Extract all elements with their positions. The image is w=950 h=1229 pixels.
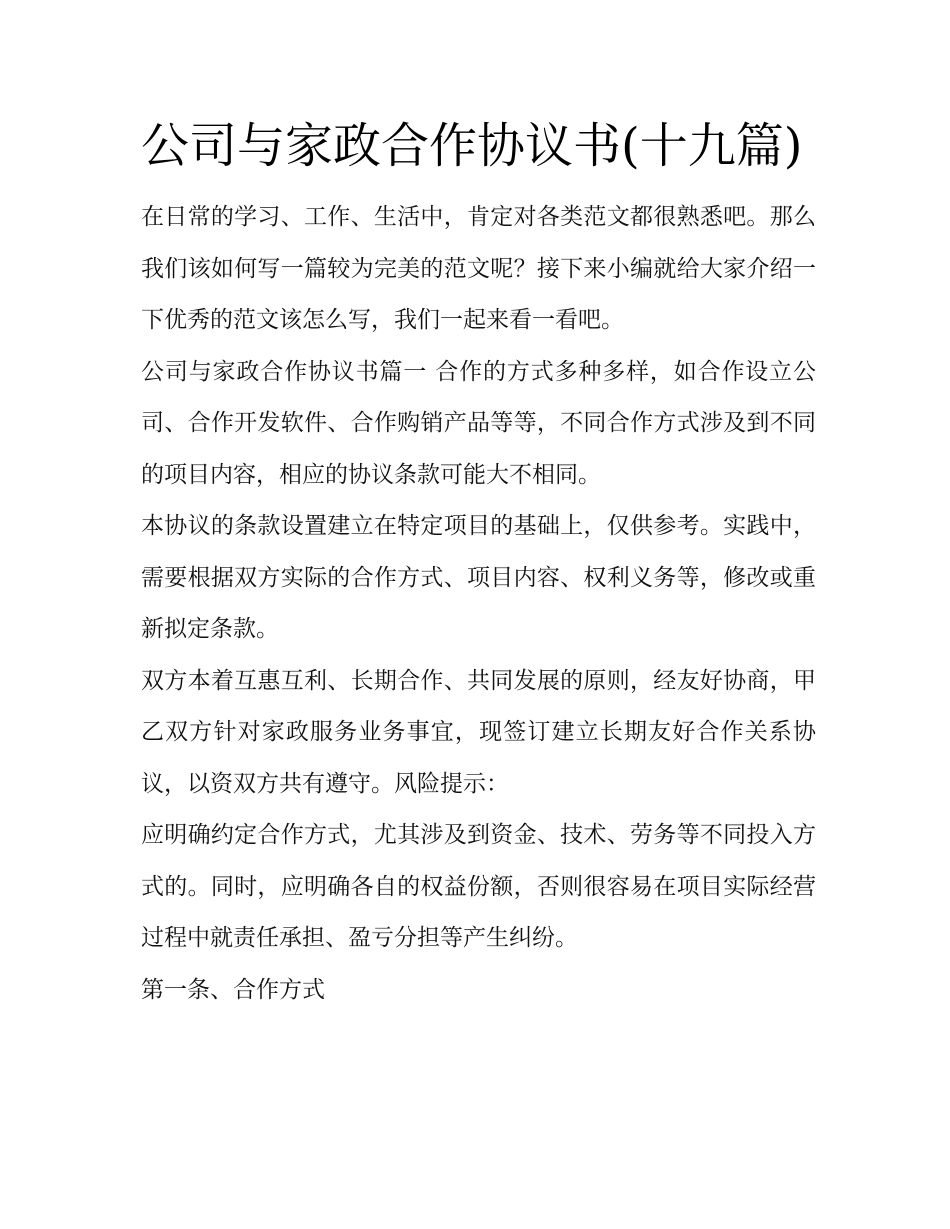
paragraph-principle: 双方本着互惠互利、长期合作、共同发展的原则，经友好协商，甲乙双方针对家政服务业务事宜，现签订建立长期友好合作关系协议，以资双方共有遵守。风险提示：: [141, 667, 816, 797]
paragraph-clause-note: 本协议的条款设置建立在特定项目的基础上，仅供参考。实践中，需要根据双方实际的合作方式、项目内容、权利义务等，修改或重新拟定条款。: [141, 513, 816, 642]
document-title: 公司与家政合作协议书(十九篇): [141, 118, 803, 174]
section-heading-cooperation-method: 第一条、合作方式: [141, 976, 325, 1003]
paragraph-intro: 在日常的学习、工作、生活中，肯定对各类范文都很熟悉吧。那么我们该如何写一篇较为完美的范文呢？接下来小编就给大家介绍一下优秀的范文该怎么写，我们一起来看一看吧。: [141, 204, 816, 333]
paragraph-risk-advice: 应明确约定合作方式，尤其涉及到资金、技术、劳务等不同投入方式的。同时，应明确各自的权益份额，否则很容易在项目实际经营过程中就责任承担、盈亏分担等产生纠纷。: [141, 822, 816, 951]
document-content: [141, 112, 816, 1016]
document-body: [141, 192, 816, 1016]
paragraph-article-one: 公司与家政合作协议书篇一 合作的方式多种多样，如合作设立公司、合作开发软件、合作购销产品等等，不同合作方式涉及到不同的项目内容，相应的协议条款可能大不相同。: [141, 358, 816, 488]
